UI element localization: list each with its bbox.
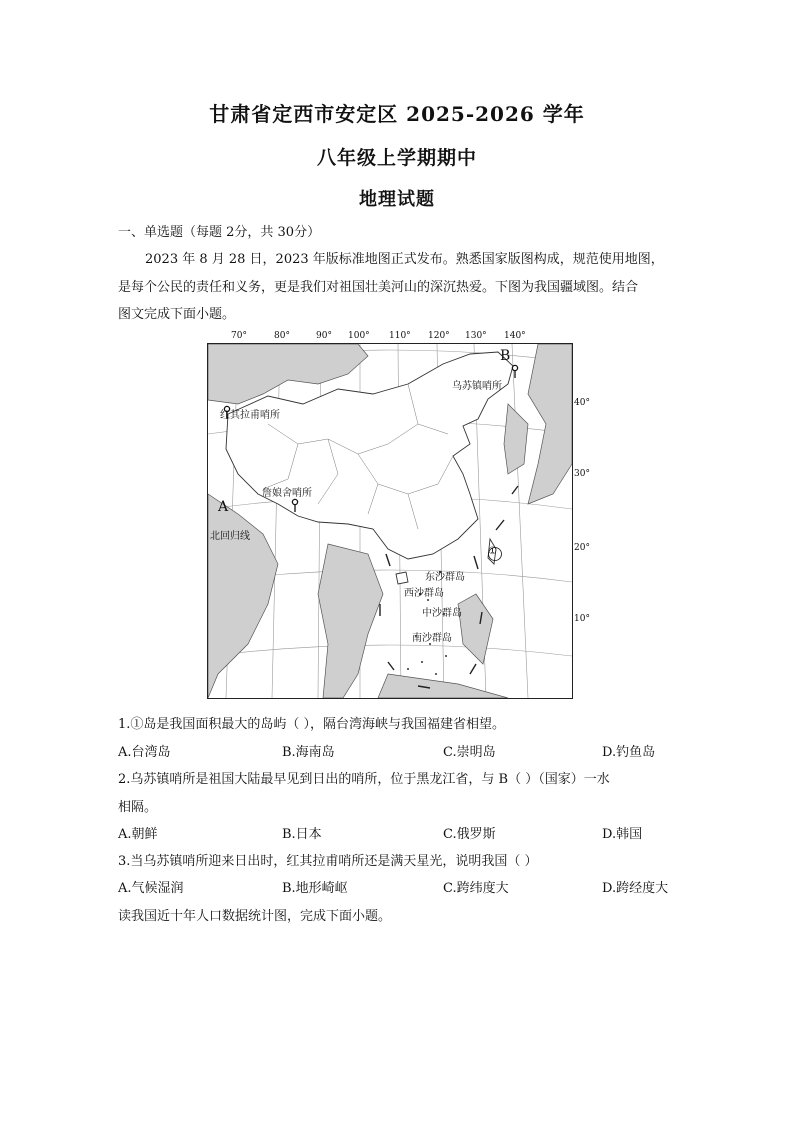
lon-label: 100° [348,331,370,341]
lat-label: 10° [574,614,590,624]
q3-option-b[interactable]: B.地形崎岖 [282,881,348,896]
lat-label: 40° [574,398,590,408]
lon-label: 140° [504,331,526,341]
lon-label: 80° [274,331,290,341]
lon-label: 130° [465,331,487,341]
label-a: A [218,499,229,515]
question-3-stem: 3.当乌苏镇哨所迎来日出时，红其拉甫哨所还是满天星光，说明我国（ ） [118,854,538,869]
intro-line-2: 是每个公民的责任和义务，更是我们对祖国壮美河山的深沉热爱。下图为我国疆域图。结合 [118,280,639,295]
section-heading: 一、单选题（每题 2分，共 30分） [118,225,321,240]
china-territory-map [207,333,573,699]
label-wusu-post: 乌苏镇哨所 [452,381,502,392]
label-zhongsha: 中沙群岛 [422,608,462,619]
q2-option-b[interactable]: B.日本 [282,827,322,842]
q3-option-c[interactable]: C.跨纬度大 [443,881,509,896]
q3-option-a[interactable]: A.气候湿润 [118,881,184,896]
lon-label: 70° [231,331,247,341]
lon-label: 90° [316,331,332,341]
q1-option-d[interactable]: D.钓鱼岛 [602,745,656,760]
label-hongqi-post: 红其拉甫哨所 [220,410,280,421]
exam-grade: 八年级上学期期中 [316,147,477,169]
map-frame [207,343,573,699]
q2-option-c[interactable]: C.俄罗斯 [443,827,496,842]
question-2-stem: 2.乌苏镇哨所是祖国大陆最早见到日出的哨所，位于黑龙江省，与 B（ ）（国家）一水 [118,772,610,787]
lon-label: 120° [428,331,450,341]
marker-1: ① [488,546,497,557]
lat-label: 20° [574,543,590,553]
q1-option-c[interactable]: C.崇明岛 [443,745,496,760]
q2-option-d[interactable]: D.韩国 [602,827,643,842]
q3-option-d[interactable]: D.跨经度大 [602,881,669,896]
intro-line-3: 图文完成下面小题。 [118,307,236,322]
map-drawing [208,344,572,698]
exam-title: 甘肃省定西市安定区 2025-2026 学年 [209,102,585,126]
q2-option-a[interactable]: A.朝鲜 [118,827,158,842]
q1-option-a[interactable]: A.台湾岛 [118,745,171,760]
q1-option-b[interactable]: B.海南岛 [282,745,335,760]
lat-label: 30° [574,469,590,479]
label-xisha: 西沙群岛 [404,588,444,599]
question-1-stem: 1.①岛是我国面积最大的岛屿（ ），隔台湾海峡与我国福建省相望。 [118,717,506,732]
label-nansha: 南沙群岛 [412,633,452,644]
question-2-stem-cont: 相隔。 [118,800,158,815]
label-dongsha: 东沙群岛 [425,572,465,583]
next-section-intro: 读我国近十年人口数据统计图，完成下面小题。 [118,909,392,924]
intro-line-1: 2023 年 8 月 28 日，2023 年版标准地图正式发布。熟悉国家版图构成，规范使用地图， [145,252,664,267]
exam-subject: 地理试题 [359,189,435,210]
label-b: B [500,348,511,364]
lon-label: 110° [389,331,411,341]
label-zhanniang-post: 詹娘舍哨所 [262,488,312,499]
label-tropic: 北回归线 [210,531,250,542]
